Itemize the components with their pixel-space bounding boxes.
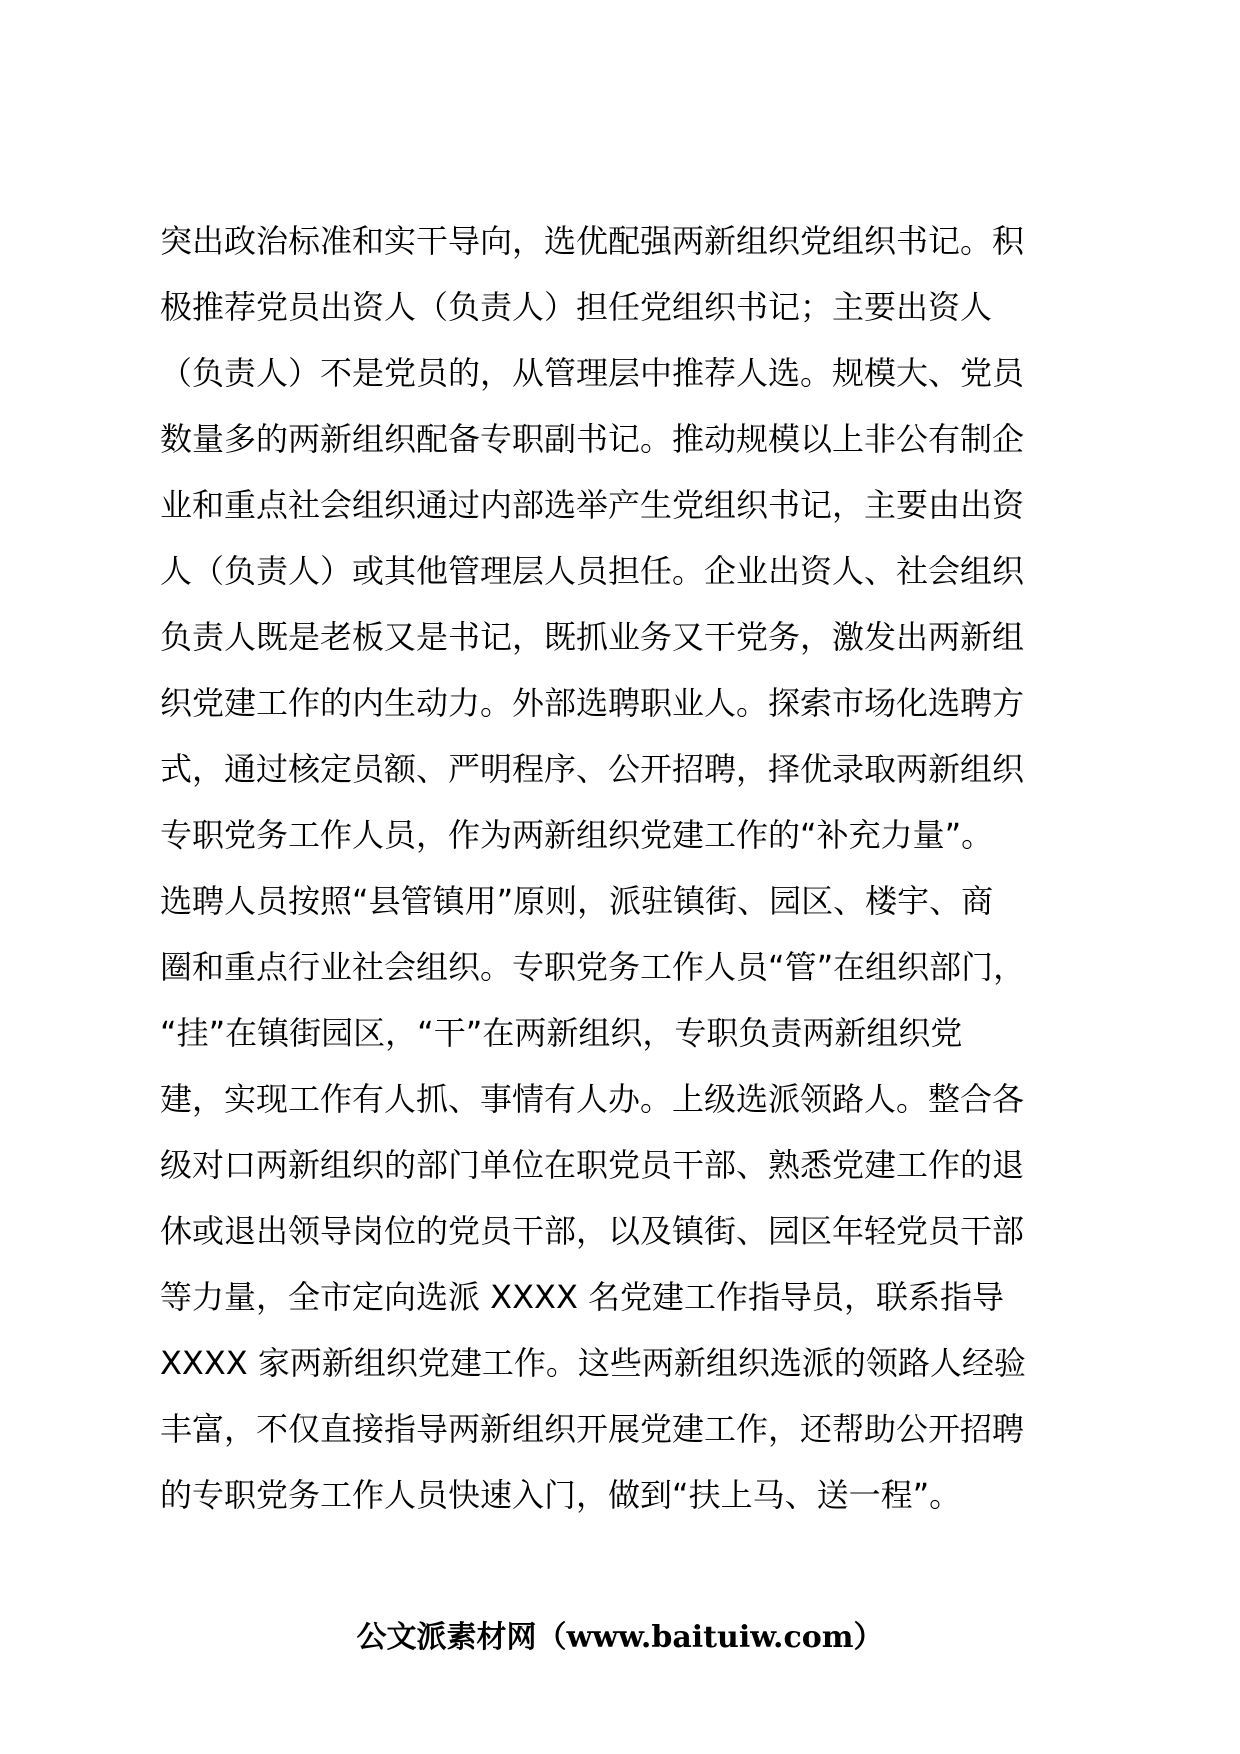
text-line: 级对口两新组织的部门单位在职党员干部、熟悉党建工作的退 — [160, 1146, 1025, 1184]
text-line: 丰富，不仅直接指导两新组织开展党建工作，还帮助公开招聘 — [160, 1410, 1025, 1448]
text-line: 负责人既是老板又是书记，既抓业务又干党务，激发出两新组 — [160, 618, 1025, 656]
text-line: 专职党务工作人员，作为两新组织党建工作的“补充力量”。 — [160, 816, 994, 854]
text-line: 圈和重点行业社会组织。专职党务工作人员“管”在组织部门， — [160, 948, 1026, 986]
site-footer: 公文派素材网（www.baituiw.com） — [356, 1620, 884, 1655]
text-line: 突出政治标准和实干导向，选优配强两新组织党组织书记。积 — [160, 222, 1025, 260]
text-line: 织党建工作的内生动力。外部选聘职业人。探索市场化选聘方 — [160, 684, 1025, 722]
text-line: “挂”在镇街园区，“干”在两新组织，专职负责两新组织党 — [160, 1014, 963, 1052]
text-line: 休或退出领导岗位的党员干部，以及镇街、园区年轻党员干部 — [160, 1212, 1025, 1250]
text-line: 人（负责人）或其他管理层人员担任。企业出资人、社会组织 — [160, 552, 1025, 590]
text-line: 选聘人员按照“县管镇用”原则，派驻镇街、园区、楼宇、商 — [160, 882, 994, 920]
text-line: XXXX 家两新组织党建工作。这些两新组织选派的领路人经验 — [160, 1344, 1026, 1382]
text-line: 极推荐党员出资人（负责人）担任党组织书记；主要出资人 — [160, 288, 993, 326]
body-paragraph — [160, 208, 1090, 1528]
text-line: 式，通过核定员额、严明程序、公开招聘，择优录取两新组织 — [160, 750, 1025, 788]
text-line: 等力量，全市定向选派 XXXX 名党建工作指导员，联系指导 — [160, 1278, 1005, 1316]
text-line: 数量多的两新组织配备专职副书记。推动规模以上非公有制企 — [160, 420, 1025, 458]
text-line: （负责人）不是党员的，从管理层中推荐人选。规模大、党员 — [160, 354, 1025, 392]
text-line: 的专职党务工作人员快速入门，做到“扶上马、送一程”。 — [160, 1476, 962, 1514]
text-line: 建，实现工作有人抓、事情有人办。上级选派领路人。整合各 — [160, 1080, 1025, 1118]
text-line: 业和重点社会组织通过内部选举产生党组织书记，主要由出资 — [160, 486, 1025, 524]
